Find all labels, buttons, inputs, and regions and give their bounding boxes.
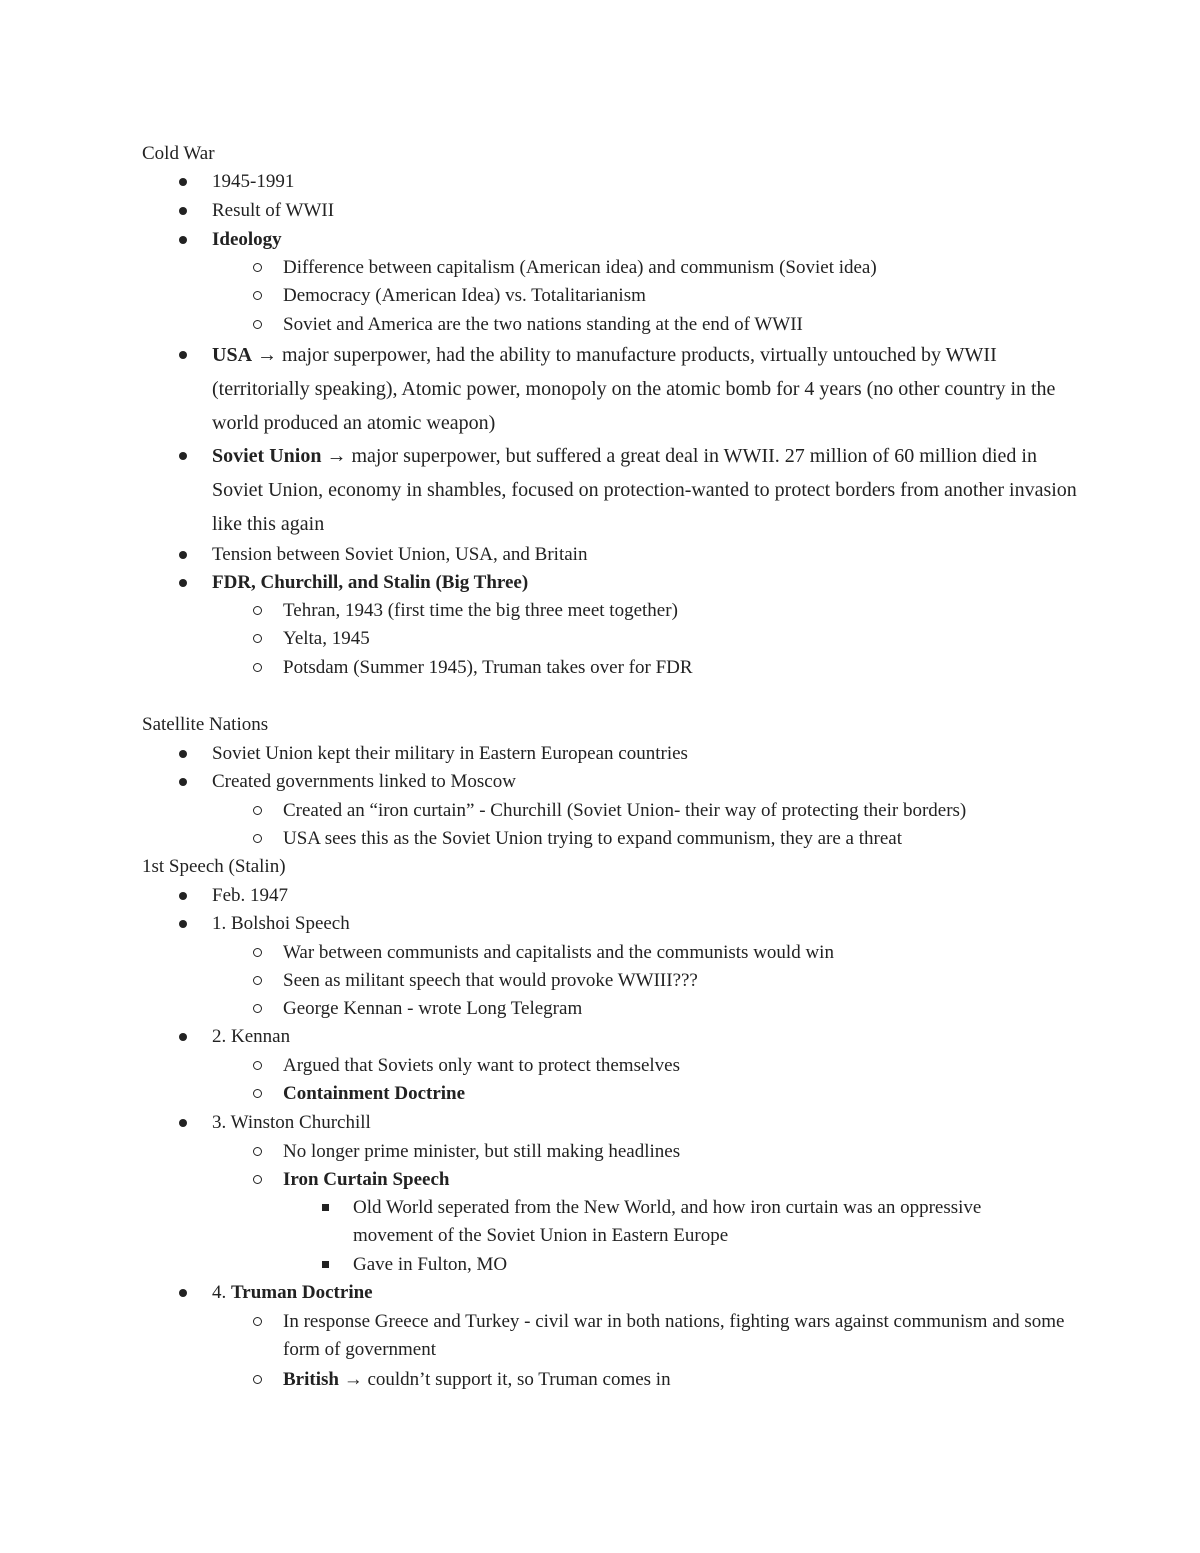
- list-item: 2. Kennan: [212, 1023, 1082, 1051]
- bullet-disc-icon: [179, 1119, 187, 1127]
- list-item: USA sees this as the Soviet Union trying to expand communism, they are a threat: [283, 825, 1083, 853]
- list-item: 4. Truman Doctrine: [212, 1279, 1082, 1307]
- list-item: Seen as militant speech that would provoke WWIII???: [283, 967, 1083, 995]
- list-item: Containment Doctrine: [283, 1080, 1083, 1108]
- bullet-disc-icon: [179, 452, 187, 460]
- bullet-disc-icon: [179, 1289, 187, 1297]
- bullet-disc-icon: [179, 778, 187, 786]
- list-item: George Kennan - wrote Long Telegram: [283, 995, 1083, 1023]
- list-item: Argued that Soviets only want to protect themselves: [283, 1052, 1083, 1080]
- list-item: 3. Winston Churchill: [212, 1109, 1082, 1137]
- bullet-circle-icon: [253, 948, 262, 957]
- bullet-circle-icon: [253, 263, 262, 272]
- list-item: Gave in Fulton, MO: [353, 1251, 993, 1279]
- bullet-circle-icon: [253, 1375, 262, 1384]
- bullet-circle-icon: [253, 976, 262, 985]
- bullet-disc-icon: [179, 579, 187, 587]
- bullet-square-icon: [322, 1204, 329, 1211]
- bullet-disc-icon: [179, 892, 187, 900]
- list-item: 1. Bolshoi Speech: [212, 910, 1082, 938]
- list-item: British → couldn’t support it, so Truman comes in: [283, 1366, 1083, 1394]
- list-item: Yelta, 1945: [283, 625, 1083, 653]
- bullet-circle-icon: [253, 663, 262, 672]
- list-item: 1945-1991: [212, 168, 1082, 196]
- list-item: Old World seperated from the New World, and how iron curtain was an oppressive movement of the Soviet Union in Eastern Europe: [353, 1194, 993, 1250]
- bullet-disc-icon: [179, 750, 187, 758]
- list-item: Tehran, 1943 (first time the big three meet together): [283, 597, 1083, 625]
- bullet-circle-icon: [253, 1317, 262, 1326]
- list-item: Democracy (American Idea) vs. Totalitarianism: [283, 282, 1083, 310]
- list-item: USA → major superpower, had the ability to manufacture products, virtually untouched by WWII (territorially speaking), Atomic power, monopoly on the atomic bomb for 4 years (no other country in the world produced an atomic weapon): [212, 338, 1082, 440]
- list-item: FDR, Churchill, and Stalin (Big Three): [212, 569, 1082, 597]
- list-item: Iron Curtain Speech: [283, 1166, 1083, 1194]
- list-item: Soviet and America are the two nations standing at the end of WWII: [283, 311, 1083, 339]
- bullet-circle-icon: [253, 1004, 262, 1013]
- bullet-circle-icon: [253, 291, 262, 300]
- bullet-square-icon: [322, 1261, 329, 1268]
- bullet-circle-icon: [253, 320, 262, 329]
- list-item: Result of WWII: [212, 197, 1082, 225]
- bullet-circle-icon: [253, 1175, 262, 1184]
- list-item: Difference between capitalism (American idea) and communism (Soviet idea): [283, 254, 1083, 282]
- bullet-disc-icon: [179, 207, 187, 215]
- list-item: In response Greece and Turkey - civil war in both nations, fighting wars against communism and some form of government: [283, 1308, 1083, 1364]
- bullet-disc-icon: [179, 920, 187, 928]
- heading-cold-war: Cold War: [142, 143, 215, 164]
- list-item: No longer prime minister, but still making headlines: [283, 1138, 1083, 1166]
- bullet-circle-icon: [253, 606, 262, 615]
- list-item: Feb. 1947: [212, 882, 1082, 910]
- bullet-disc-icon: [179, 551, 187, 559]
- bullet-circle-icon: [253, 1147, 262, 1156]
- list-item: Ideology: [212, 226, 1082, 254]
- bullet-circle-icon: [253, 634, 262, 643]
- heading-satellite-nations: Satellite Nations: [142, 714, 269, 735]
- bullet-circle-icon: [253, 1061, 262, 1070]
- bullet-disc-icon: [179, 178, 187, 186]
- list-item: Soviet Union kept their military in Eastern European countries: [212, 740, 1082, 768]
- bullet-circle-icon: [253, 834, 262, 843]
- bullet-circle-icon: [253, 806, 262, 815]
- list-item: Tension between Soviet Union, USA, and Britain: [212, 541, 1082, 569]
- bullet-disc-icon: [179, 351, 187, 359]
- bullet-disc-icon: [179, 236, 187, 244]
- list-item: Potsdam (Summer 1945), Truman takes over for FDR: [283, 654, 1083, 682]
- list-item: Soviet Union → major superpower, but suffered a great deal in WWII. 27 million of 60 million died in Soviet Union, economy in shambles, focused on protection-wanted to protect borders from another invasion like this again: [212, 439, 1082, 541]
- list-item: Created an “iron curtain” - Churchill (Soviet Union- their way of protecting their borders): [283, 797, 1083, 825]
- list-item: War between communists and capitalists and the communists would win: [283, 939, 1083, 967]
- heading-first-speech: 1st Speech (Stalin): [142, 856, 286, 877]
- bullet-disc-icon: [179, 1033, 187, 1041]
- bullet-circle-icon: [253, 1089, 262, 1098]
- list-item: Created governments linked to Moscow: [212, 768, 1082, 796]
